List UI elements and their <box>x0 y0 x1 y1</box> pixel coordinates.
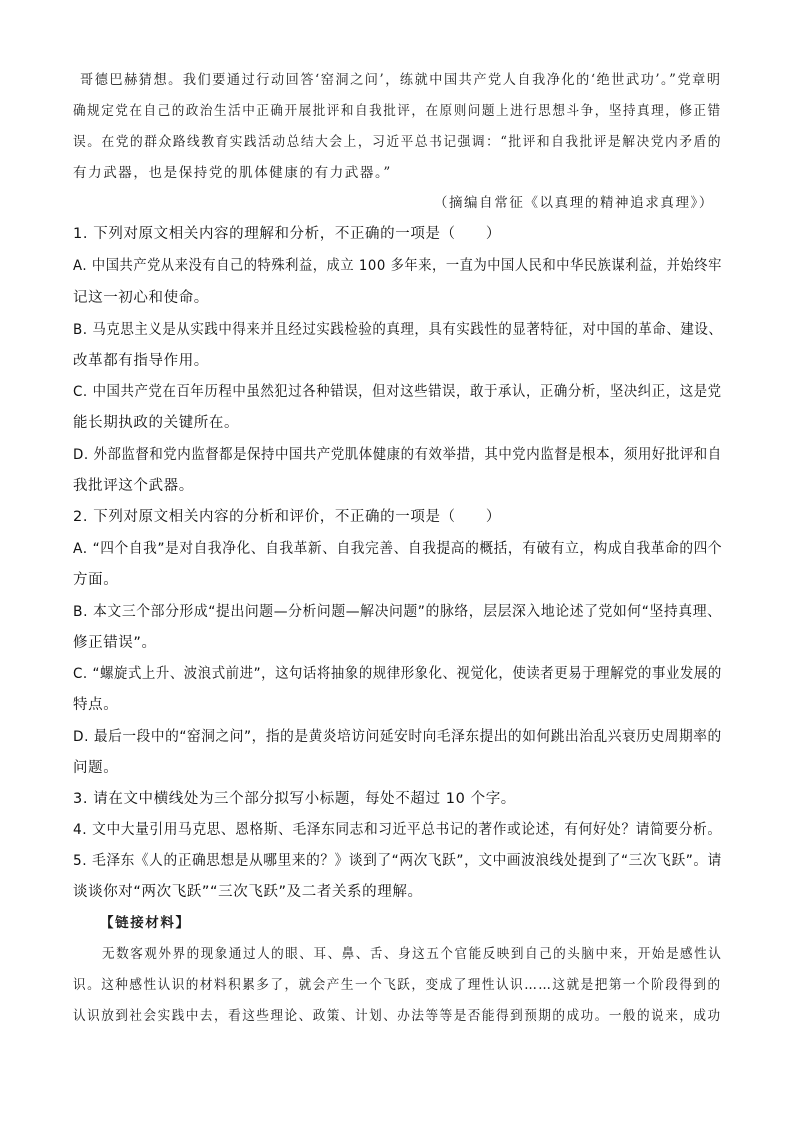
question-3: 3. 请在文中横线处为三个部分拟写小标题，每处不超过 10 个字。 <box>73 791 516 807</box>
option-1a: A. 中国共产党从来没有自己的特殊利益，成立 100 多年来，一直为中国人民和中华民族谋利益，并始终牢 <box>73 258 722 274</box>
option-2c: C. “螺旋式上升、波浪式前进”，这句话将抽象的规律形象化、视觉化，使读者更易于理解党的事业发展的 <box>73 666 722 682</box>
option-2b: B. 本文三个部分形成“提出问题—分析问题—解决问题”的脉络，层层深入地论述了党如何“坚持真理、 <box>73 604 722 620</box>
passage-line: 有力武器，也是保持党的肌体健康的有力武器。” <box>73 165 392 181</box>
option-1c: C. 中国共产党在百年历程中虽然犯过各种错误，但对这些错误，敢于承认，正确分析，坚决纠正，这是党 <box>73 384 722 400</box>
question-5-cont: 谈谈你对“两次飞跃”“三次飞跃”及二者关系的理解。 <box>73 884 423 900</box>
passage-line: 哥德巴赫猜想。我们要通过行动回答‘窑洞之问’，练就中国共产党人自我净化的‘绝世武功’。”党章明 <box>80 72 722 88</box>
passage-line: 误。在党的群众路线教育实践活动总结大会上，习近平总书记强调：“批评和自我批评是解决党内矛盾的 <box>73 134 722 150</box>
source-note: （摘编自常征《以真理的精神追求真理》） <box>433 195 714 211</box>
option-2a: A. “四个自我”是对自我净化、自我革新、自我完善、自我提高的概括，有破有立，构成自我革命的四个 <box>73 541 723 557</box>
question-2: 2. 下列对原文相关内容的分析和评价，不正确的一项是（ ） <box>73 509 501 525</box>
link-line: 无数客观外界的现象通过人的眼、耳、鼻、舌、身这五个官能反映到自己的头脑中来，开始是感性认 <box>102 946 723 962</box>
question-5: 5. 毛泽东《人的正确思想是从哪里来的？》谈到了“两次飞跃”，文中画波浪线处提到了“三次飞跃”。请 <box>73 853 722 869</box>
passage-line: 确规定党在自己的政治生活中正确开展批评和自我批评，在原则问题上进行思想斗争，坚持真理，修正错 <box>73 103 722 119</box>
option-1a-cont: 记这一初心和使命。 <box>73 290 209 306</box>
option-1b: B. 马克思主义是从实践中得来并且经过实践检验的真理，具有实践性的显著特征，对中国的革命、建设、 <box>73 322 723 338</box>
question-1: 1. 下列对原文相关内容的理解和分析，不正确的一项是（ ） <box>73 226 501 242</box>
option-2b-cont: 修正错误”。 <box>73 635 157 651</box>
link-line: 认识放到社会实践中去，看这些理论、政策、计划、办法等等是否能得到预期的成功。一般的说来，成功 <box>73 1008 722 1024</box>
link-line: 识。这种感性认识的材料积累多了，就会产生一个飞跃，变成了理性认识……这就是把第一个阶段得到的 <box>73 977 722 993</box>
option-1b-cont: 改革都有指导作用。 <box>73 353 209 369</box>
option-2c-cont: 特点。 <box>73 697 119 713</box>
question-4: 4. 文中大量引用马克思、恩格斯、毛泽东同志和习近平总书记的著作或论述，有何好处？请简要分析。 <box>73 822 722 838</box>
option-2d-cont: 问题。 <box>73 760 119 776</box>
option-2a-cont: 方面。 <box>73 572 119 588</box>
option-1c-cont: 能长期执政的关键所在。 <box>73 415 240 431</box>
option-2d: D. 最后一段中的“窑洞之问”，指的是黄炎培访问延安时向毛泽东提出的如何跳出治乱兴衰历史周期率的 <box>73 729 722 745</box>
option-1d-cont: 我批评这个武器。 <box>73 478 194 494</box>
option-1d: D. 外部监督和党内监督都是保持中国共产党肌体健康的有效举措，其中党内监督是根本，须用好批评和自 <box>73 447 722 463</box>
link-heading: 【链接材料】 <box>100 915 191 931</box>
